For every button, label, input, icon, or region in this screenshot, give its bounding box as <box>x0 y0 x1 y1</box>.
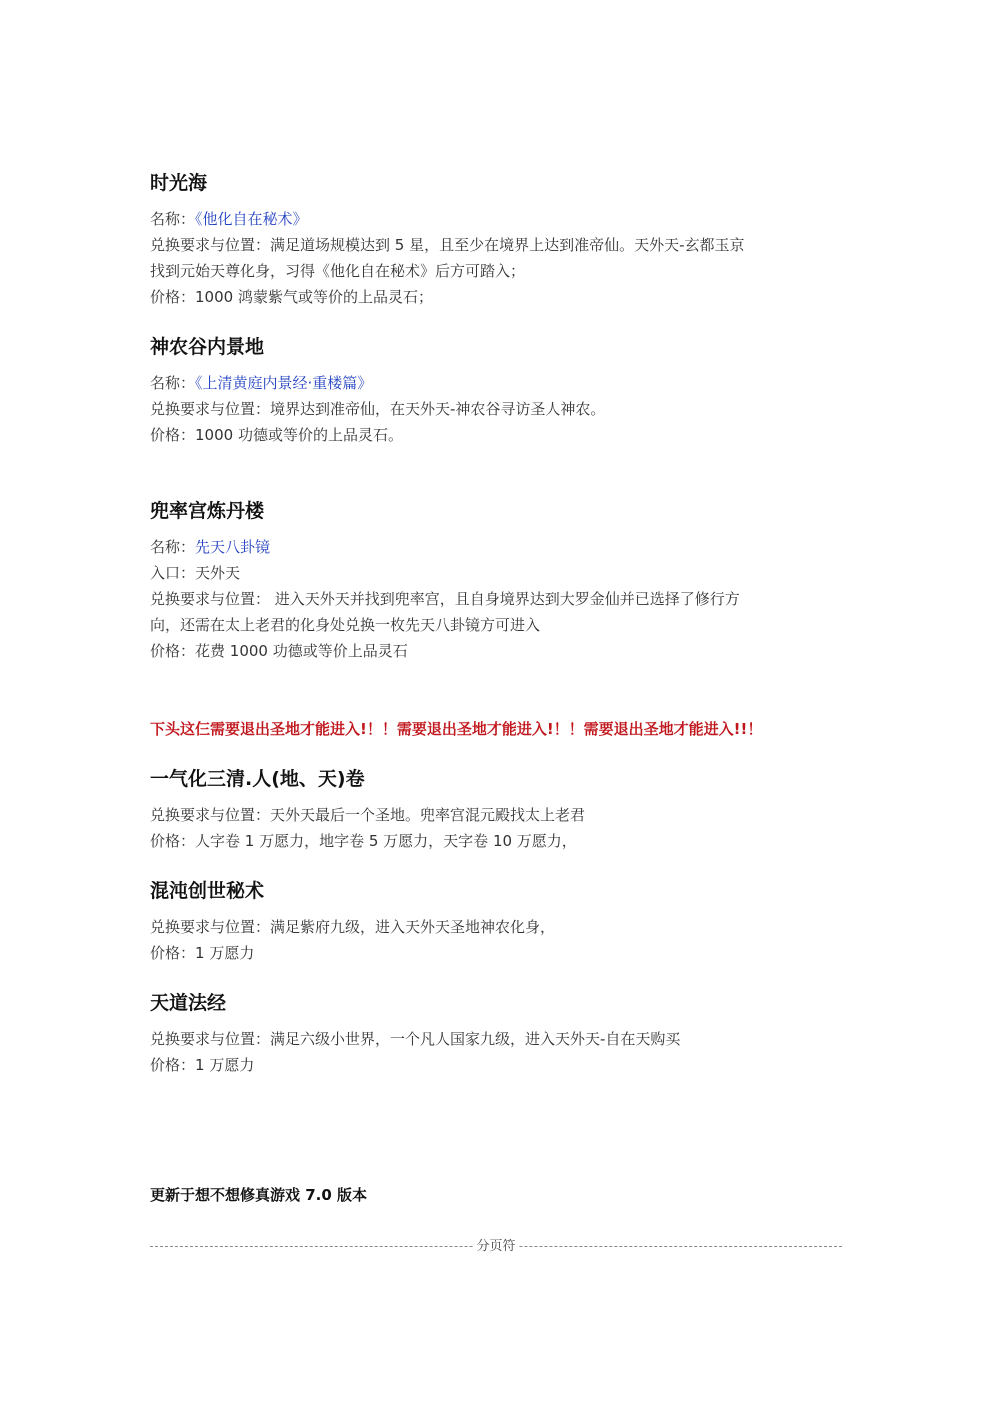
requirement-line <box>150 1026 845 1052</box>
version-footer: 更新于想不想修真游戏 7.0 版本 <box>150 1186 368 1204</box>
price-line <box>150 638 845 664</box>
section-title: 混沌创世秘术 <box>150 880 265 902</box>
requirement-line <box>150 396 845 422</box>
name-line <box>150 534 845 560</box>
section-title: 时光海 <box>150 172 208 194</box>
requirement-label: 兑换要求与位置： <box>150 918 271 936</box>
section-title: 天道法经 <box>150 992 227 1014</box>
price-text: 花费 1000 功德或等价上品灵石 <box>195 642 408 660</box>
page-break-label: 分页符 <box>474 1237 517 1257</box>
requirement-text: 境界达到准帝仙，在天外天-神农谷寻访圣人神农。 <box>270 400 606 418</box>
requirement-line <box>150 232 845 258</box>
price-line <box>150 1052 845 1078</box>
name-label: 名称： <box>150 538 196 556</box>
requirement-text: 满足六级小世界，一个凡人国家九级，进入天外天-自在天购买 <box>270 1030 681 1048</box>
name-link[interactable]: 《上清黄庭内景经·重楼篇》 <box>195 374 373 392</box>
price-line <box>150 422 845 448</box>
price-text: 1 万愿力 <box>195 944 255 962</box>
price-line <box>150 284 845 310</box>
price-text: 1 万愿力 <box>195 1056 255 1074</box>
requirement-line <box>150 914 845 940</box>
warning-notice: 下头这仨需要退出圣地才能进入!！！需要退出圣地才能进入!！！需要退出圣地才能进入!!！ <box>150 720 763 738</box>
price-line <box>150 940 845 966</box>
name-link[interactable]: 《他化自在秘术》 <box>195 210 308 228</box>
requirement-text: 满足紫府九级，进入天外天圣地神农化身， <box>270 918 556 936</box>
price-text: 人字卷 1 万愿力，地字卷 5 万愿力，天字卷 10 万愿力， <box>195 832 577 850</box>
name-line <box>150 206 845 232</box>
price-label: 价格： <box>150 944 196 962</box>
section-title: 神农谷内景地 <box>150 336 265 358</box>
name-link[interactable]: 先天八卦镜 <box>195 538 271 556</box>
entry-line <box>150 560 845 586</box>
requirement-label: 兑换要求与位置： <box>150 1030 271 1048</box>
price-text: 1000 鸿蒙紫气或等价的上品灵石； <box>195 288 433 306</box>
price-label: 价格： <box>150 1056 196 1074</box>
requirement-line-continued: 找到元始天尊化身，习得《他化自在秘术》后方可踏入； <box>150 262 526 280</box>
requirement-text: 满足道场规模达到 5 星，且至少在境界上达到准帝仙。天外天-玄都玉京 <box>270 236 745 254</box>
requirement-label: 兑换要求与位置： <box>150 806 271 824</box>
requirement-line <box>150 802 845 828</box>
price-line <box>150 828 845 854</box>
price-label: 价格： <box>150 832 196 850</box>
entry-text: 天外天 <box>195 564 241 582</box>
requirement-text: 进入天外天并找到兜率宫，且自身境界达到大罗金仙并已选择了修行方 <box>270 590 740 608</box>
requirement-label: 兑换要求与位置： <box>150 236 271 254</box>
requirement-label: 兑换要求与位置： <box>150 400 271 418</box>
name-label: 名称： <box>150 210 196 228</box>
requirement-line <box>150 586 845 612</box>
entry-label: 入口： <box>150 564 196 582</box>
price-label: 价格： <box>150 426 196 444</box>
price-label: 价格： <box>150 288 196 306</box>
price-text: 1000 功德或等价的上品灵石。 <box>195 426 403 444</box>
section-title: 兜率宫炼丹楼 <box>150 500 265 522</box>
requirement-label: 兑换要求与位置： <box>150 590 271 608</box>
requirement-text: 天外天最后一个圣地。兜率宫混元殿找太上老君 <box>270 806 586 824</box>
name-label: 名称： <box>150 374 196 392</box>
price-label: 价格： <box>150 642 196 660</box>
name-line <box>150 370 845 396</box>
requirement-line-continued: 向，还需在太上老君的化身处兑换一枚先天八卦镜方可进入 <box>150 616 541 634</box>
page-break <box>150 1237 842 1257</box>
section-title: 一气化三清.人(地、天)卷 <box>150 768 365 790</box>
